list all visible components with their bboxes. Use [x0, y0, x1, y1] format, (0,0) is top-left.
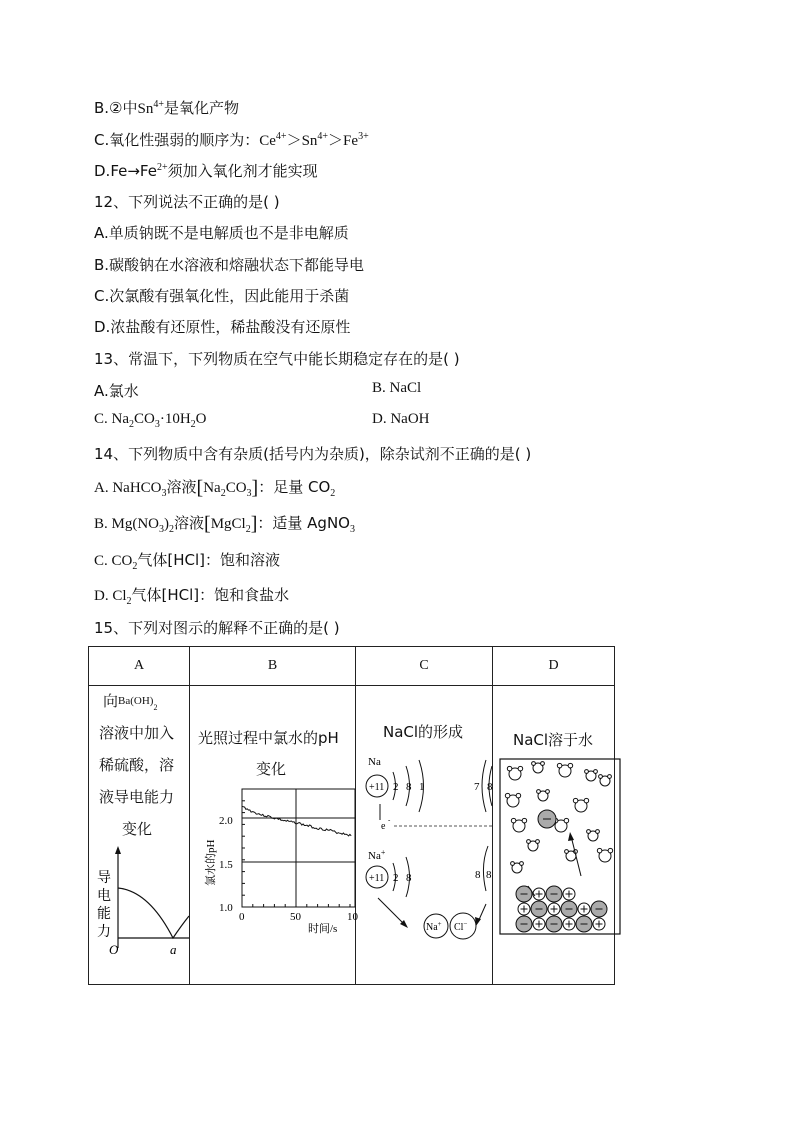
cell-b: [190, 686, 356, 985]
cell-c: [356, 686, 493, 985]
na-plus-label: Na+: [368, 848, 386, 862]
cell-a: [89, 686, 190, 985]
na-label: Na: [368, 756, 381, 768]
water-molecule: [511, 818, 526, 832]
q12-option-d: D.浓盐酸有还原性，稀盐酸没有还原性: [94, 318, 351, 336]
svg-text:Cl−: Cl−: [454, 920, 468, 933]
water-molecule: [527, 840, 540, 851]
header-b: B: [190, 647, 356, 686]
cell-a-line1: 向$Ba(OH)_2$: [103, 692, 158, 712]
cell-d: [493, 686, 615, 985]
q14-option-a: A. NaHCO$_3$溶液$[Na_2CO_3]$：足量 $CO_2$: [94, 477, 336, 499]
ylabel-char-2: 电: [97, 889, 111, 904]
ylabel-char-4: 力: [97, 925, 111, 940]
q15-stem: 15、下列对图示的解释不正确的是( ): [94, 619, 340, 637]
nacl-dissolution-diagram: [493, 686, 614, 984]
cell-b-line2: 变化: [256, 760, 287, 778]
water-molecule: [511, 862, 524, 873]
water-molecule: [573, 798, 588, 812]
svg-text:8: 8: [475, 869, 481, 881]
q13-stem: 13、常温下，下列物质在空气中能长期稳定存在的是( ): [94, 350, 460, 368]
ytick-1.0: 1.0: [219, 902, 233, 914]
svg-text:8: 8: [406, 872, 412, 884]
q14-stem: 14、下列物质中含有杂质(括号内为杂质)，除杂试剂不正确的是( ): [94, 445, 532, 463]
q11-option-c: C.氧化性强弱的顺序为：$Ce^{4+}>Sn^{4+}>Fe^{3+}$: [94, 131, 369, 149]
q12-option-c: C.次氯酸有强氧化性，因此能用于杀菌: [94, 287, 350, 305]
cell-a-line3: 稀硫酸，溶: [99, 756, 175, 774]
q14-option-c: C. $CO_2$气体[HCl]：饱和溶液: [94, 551, 280, 572]
q13-option-d: D. NaOH: [372, 411, 430, 427]
svg-text:Na+: Na+: [426, 920, 442, 933]
svg-text:+11: +11: [369, 873, 385, 884]
conductivity-chart: [89, 686, 189, 984]
header-c: C: [356, 647, 493, 686]
water-molecule: [557, 763, 572, 777]
header-d: D: [493, 647, 615, 686]
q12-option-a: A.单质钠既不是电解质也不是非电解质: [94, 224, 349, 242]
cell-a-line2: 溶液中加入: [99, 724, 175, 742]
q15-figure-table: [88, 646, 615, 985]
svg-text:8: 8: [406, 781, 412, 793]
q13-option-a: A.氯水: [94, 382, 139, 400]
cell-c-title: NaCl的形成: [383, 723, 464, 741]
svg-text:-: -: [388, 816, 391, 824]
water-molecule: [597, 848, 612, 862]
svg-text:8: 8: [486, 869, 492, 881]
water-molecule: [537, 790, 550, 801]
svg-text:2: 2: [393, 872, 399, 884]
ph-chart: [190, 686, 358, 984]
ylabel-char-3: 能: [97, 907, 111, 922]
origin-label: O: [109, 942, 119, 957]
water-molecule: [585, 770, 598, 781]
cell-d-title: NaCl溶于水: [513, 731, 594, 749]
crystal-lattice: [516, 886, 607, 932]
q14-option-b: B. $Mg(NO_3)_2$溶液[MgCl$_2$]：适量 AgNO$_3$: [94, 513, 355, 535]
ylabel-char-1: 导: [97, 871, 111, 886]
cell-a-line5: 变化: [122, 820, 153, 838]
nacl-formation-diagram: [356, 686, 492, 984]
q13-option-b: B. NaCl: [372, 380, 422, 396]
na-nucleus-label: +11: [369, 782, 385, 793]
q13-option-c: C. $Na_2CO_3\cdot 10H_2O$: [94, 411, 207, 430]
q14-option-d: D. $Cl_2$气体[HCl]：饱和食盐水: [94, 586, 290, 607]
water-molecules: [505, 762, 612, 873]
q12-option-b: B.碳酸钠在水溶液和熔融状态下都能导电: [94, 256, 365, 274]
water-molecule: [507, 766, 522, 780]
q11-option-d: $D.Fe\to Fe^{2+}$须加入氧化剂才能实现: [94, 162, 318, 180]
ph-series-line: [242, 806, 351, 836]
x-axis-label: 时间/s: [308, 923, 338, 935]
ytick-1.5: 1.5: [219, 859, 233, 871]
cell-a-line4: 液导电能力: [99, 788, 175, 806]
header-a: A: [89, 647, 190, 686]
water-molecule: [599, 775, 612, 786]
a-label: a: [170, 942, 177, 957]
svg-text:2: 2: [393, 781, 399, 793]
y-axis-label: 氯水的pH: [205, 839, 217, 886]
xtick-0: 0: [239, 911, 245, 923]
cell-b-line1: 光照过程中氯水的pH: [198, 729, 339, 747]
ytick-2.0: 2.0: [219, 815, 233, 827]
svg-text:7: 7: [474, 781, 480, 793]
water-molecule: [587, 830, 600, 841]
water-molecule: [505, 793, 520, 807]
xtick-50: 50: [290, 911, 301, 923]
svg-text:8: 8: [487, 781, 493, 793]
q12-stem: 12、下列说法不正确的是( ): [94, 193, 280, 211]
q11-option-b: B.②中$Sn^{4+}$是氧化产物: [94, 99, 240, 117]
xtick-100: 10: [347, 911, 358, 923]
svg-text:1: 1: [419, 781, 425, 793]
electron-label: e: [381, 821, 386, 832]
water-molecule: [532, 762, 545, 773]
